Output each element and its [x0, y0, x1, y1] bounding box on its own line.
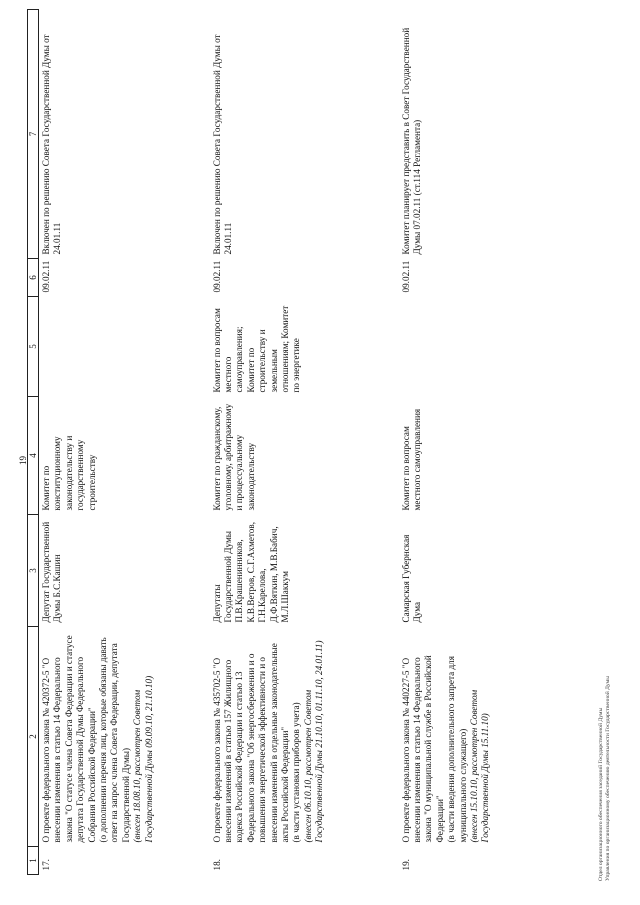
- bill-title: О проекте федерального закона № 435702-5 "О внесении изменений в статью 157 Жилищного кодекса Российской Федерации и статью 13 Федерального закона "Об энергосбережении и о повышении энергетической эффективности и о внесении изменений в отдельные законодательные акты Российской Федерации": [211, 643, 290, 843]
- col-header: 5: [28, 297, 39, 397]
- footer: [598, 676, 612, 881]
- committee-cell: Комитет по гражданскому, уголовному, арбитражному и процессуальному законодательству: [211, 403, 256, 511]
- agenda-table: [27, 9, 539, 875]
- bill-dates: (внесен 15.10.10, рассмотрен Советом Государственной Думы 15.11.10): [468, 689, 491, 843]
- committee-cell: Комитет по вопросам местного самоуправления: [400, 408, 422, 511]
- date-cell: 09.02.11: [41, 260, 51, 293]
- bill-dates: (внесен 06.10.10, рассмотрен Советом Государственной Думы 21.10.10, 01.11.10, 24.01.11): [302, 640, 325, 843]
- row-number: 17.: [41, 859, 51, 871]
- bill-title: О проекте федерального закона № 420372-5 "О внесении изменения в статью 14 Федерального закона "О статусе члена Совета Федерации и статусе депутата Государственной Думы Федерального Собрания Российской Федерации": [41, 635, 97, 843]
- author-cell: Депутаты Государственной Думы П.В.Крашенинников, К.В.Ветров, С.Г.Ахметов, Г.Н.Карелова, Д.Ф.Вяткин, М.В.Бабич, М.Л.Шаккум: [211, 521, 290, 623]
- co-committee-cell: [39, 297, 210, 397]
- author-cell: Депутат Государственной Думы Б.С.Кашин: [41, 521, 63, 623]
- col-header: 6: [28, 259, 39, 297]
- col-header: 7: [28, 10, 39, 259]
- committee-cell: Комитет по конституционному законодательству и государственному строительству: [41, 435, 97, 511]
- row-number: 19.: [400, 859, 411, 871]
- bill-cell: [399, 627, 539, 847]
- bill-note: (в части установки приборов учета): [291, 702, 302, 843]
- bill-cell: [39, 627, 210, 847]
- col-header: 2: [28, 627, 39, 847]
- col-header: 1: [28, 847, 39, 875]
- bill-dates: (внесен 18.08.10, рассмотрен Советом Государственной Думы 09.09.10, 21.10.10): [132, 675, 154, 843]
- date-cell: 09.02.11: [400, 260, 411, 293]
- table-row: [39, 10, 210, 875]
- bill-cell: [210, 627, 399, 847]
- col-header: 3: [28, 515, 39, 627]
- co-committee-cell: [399, 297, 539, 397]
- footer-line: Управления по организационному обеспечению деятельности Государственной Думы: [605, 676, 611, 881]
- table-row: [210, 10, 399, 875]
- table-row: [399, 10, 539, 875]
- row-number: 18.: [211, 859, 222, 871]
- status-cell: Включен по решению Совета Государственной Думы от 24.01.11: [41, 34, 63, 255]
- date-cell: 09.02.11: [211, 260, 222, 293]
- page-number: 19: [18, 456, 28, 465]
- col-header: 4: [28, 397, 39, 515]
- bill-note: (о дополнении перечня лиц, которые обязаны давать ответ на запрос члена Совета Федерации, депутата Государственной Думы): [98, 637, 131, 843]
- footer-line: Отдел организационного обеспечения заседаний Государственной Думы: [598, 707, 604, 881]
- status-cell: Включен по решению Совета Государственной Думы от 24.01.11: [211, 34, 233, 255]
- author-cell: Самарская Губернская Дума: [400, 534, 422, 623]
- co-committee-cell: Комитет по вопросам местного самоуправления; Комитет по строительству и земельным отношениям; Комитет по энергетике: [211, 305, 302, 393]
- header-row: [28, 10, 39, 875]
- bill-title: О проекте федерального закона № 440227-5 "О внесении изменения в статью 14 Федерального закона "О муниципальной службе в Российской Федерации": [400, 655, 445, 843]
- status-cell: Комитет планирует представить в Совет Государственной Думы 07.02.11 (ст.114 Регламента): [400, 27, 422, 255]
- bill-note: (в части введения дополнительного запрета для муниципального служащего): [446, 656, 468, 843]
